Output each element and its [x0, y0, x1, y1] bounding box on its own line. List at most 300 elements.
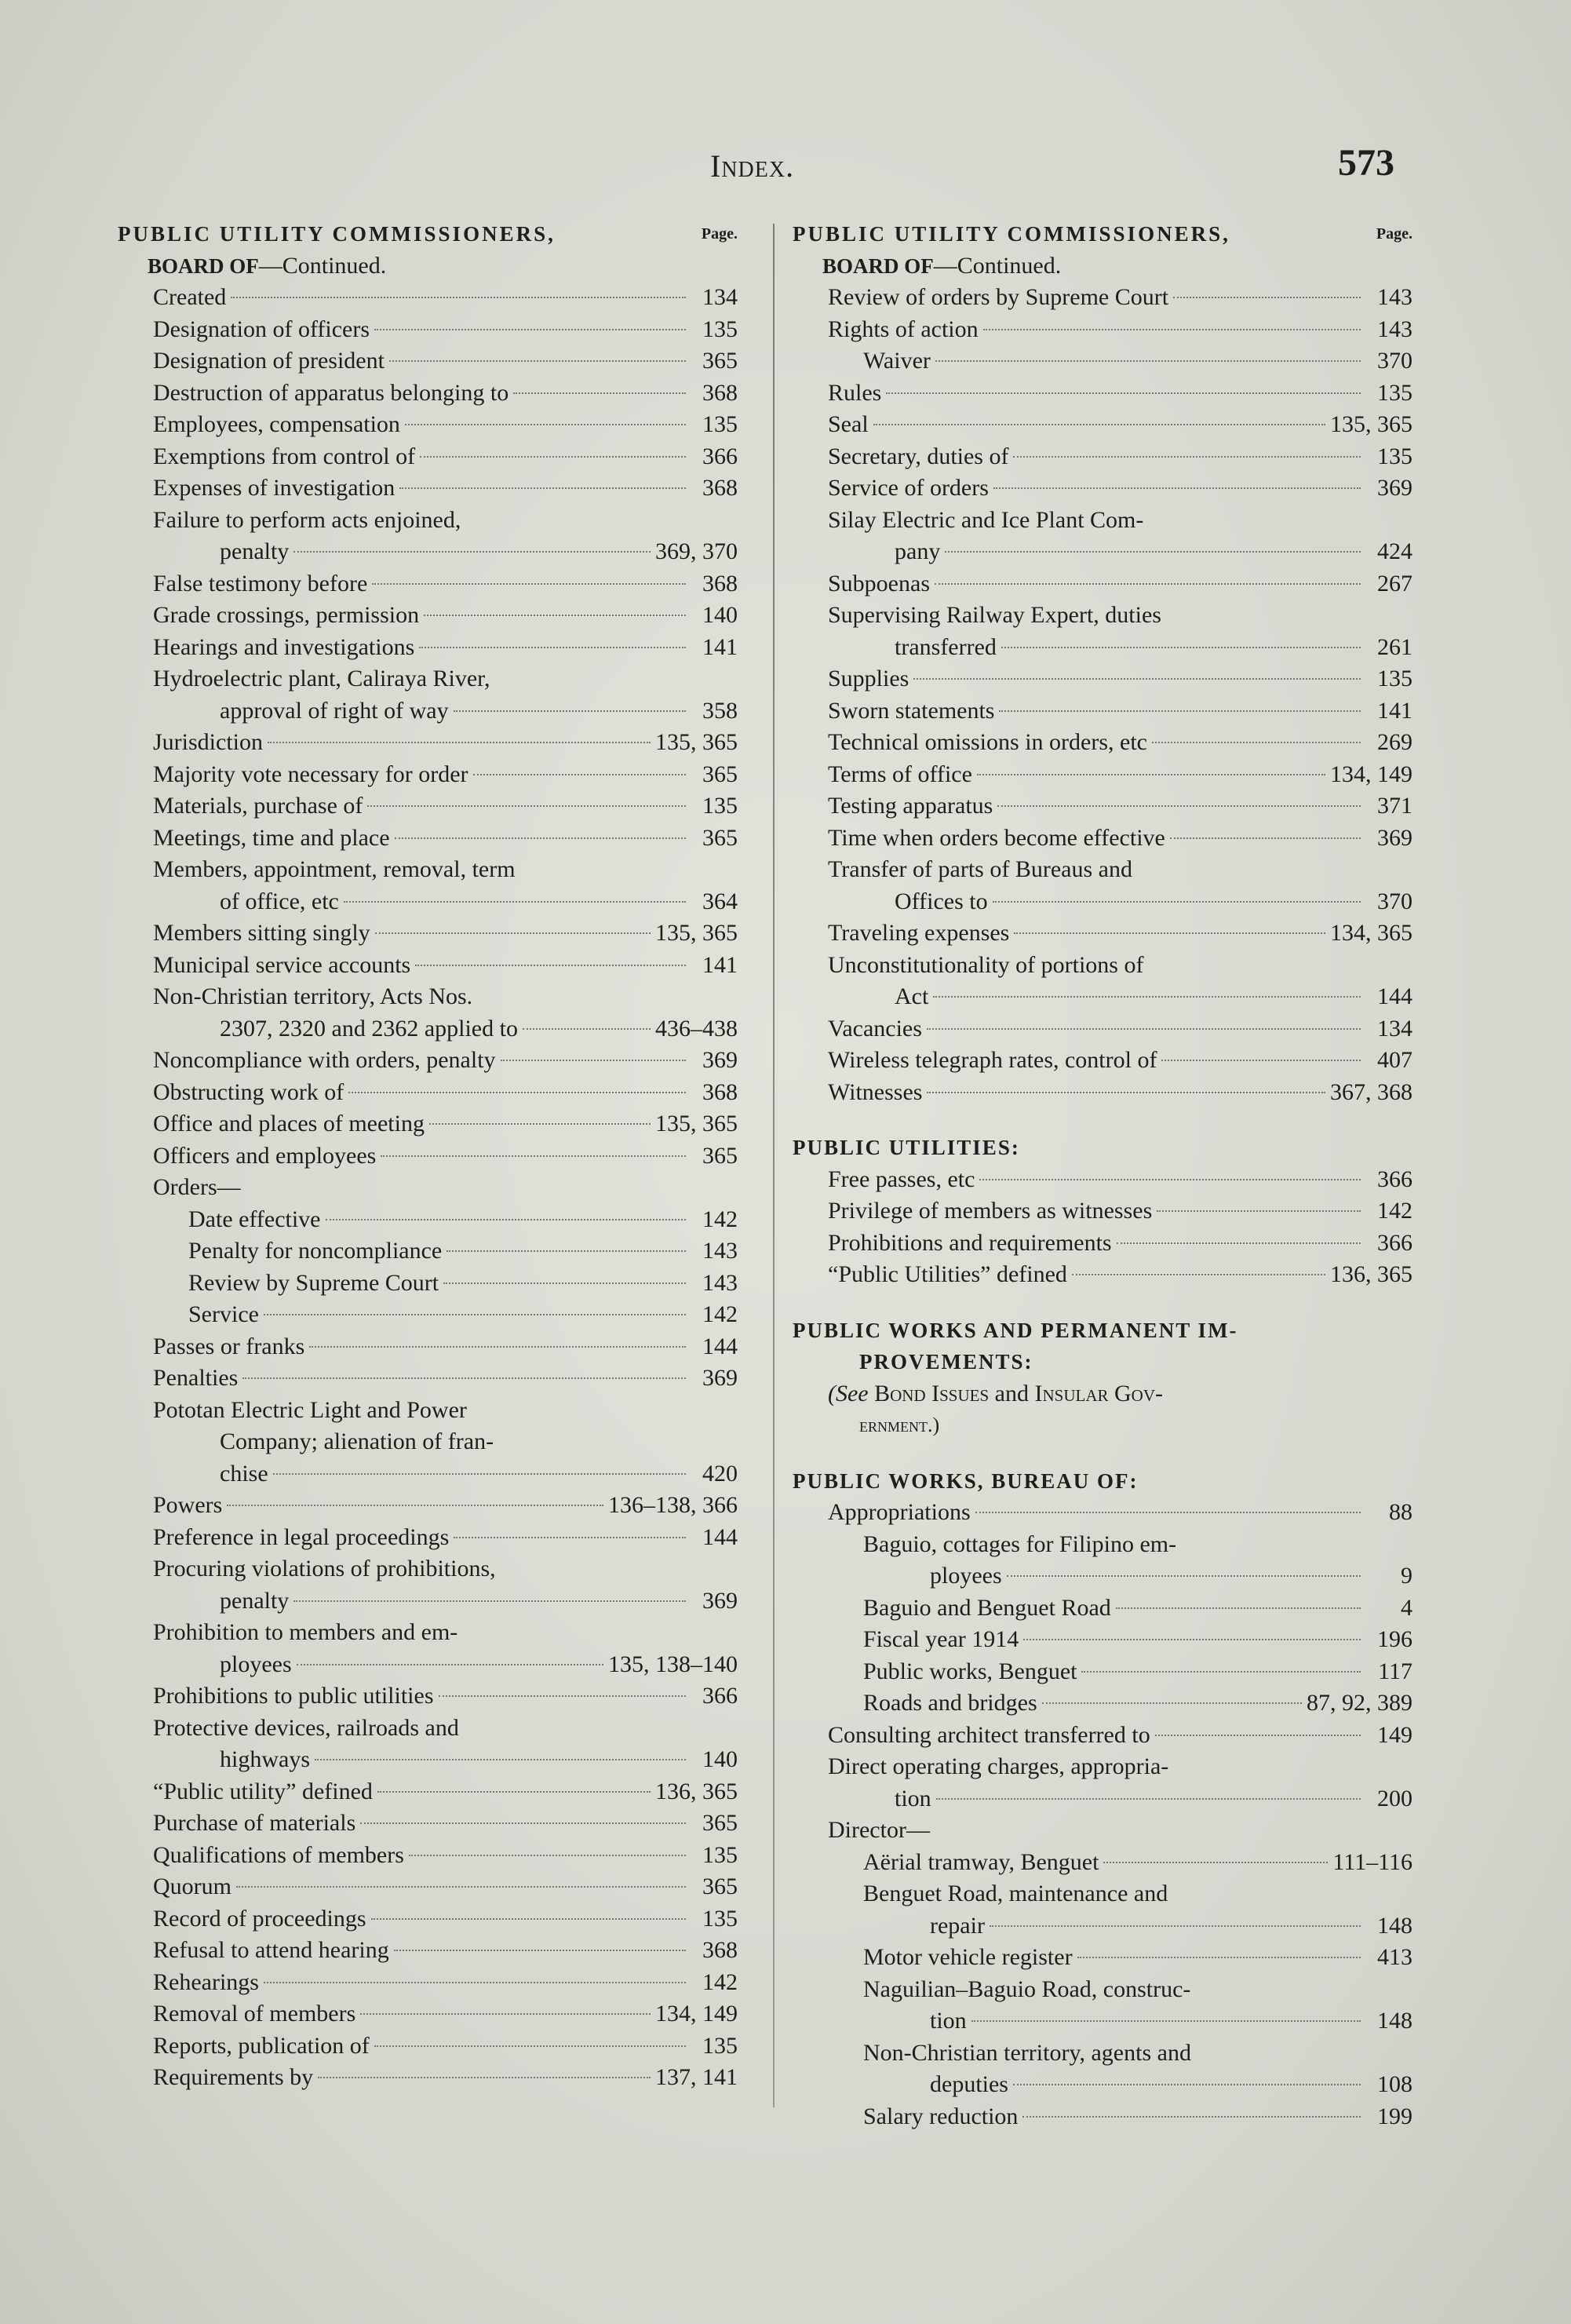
leader-dots: [1013, 2084, 1361, 2085]
index-entry: [793, 1529, 1412, 1561]
entry-page-number: 135, 365: [655, 920, 738, 946]
entry-page-number: 142: [702, 1206, 738, 1232]
leader-dots: [1023, 1639, 1361, 1640]
entry-text: Subpoenas: [828, 570, 930, 597]
entry-text: Review by Supreme Court: [188, 1269, 439, 1296]
entry-text: of office, etc: [220, 888, 339, 914]
entry-page-number: 368: [702, 475, 738, 501]
entry-page-number: 135: [702, 2032, 738, 2059]
index-entry: [118, 1204, 738, 1236]
index-entry: [793, 1077, 1412, 1109]
index-entry: [118, 441, 738, 473]
entry-page-number: 135: [1377, 666, 1412, 691]
entry-page-number: 135, 365: [655, 1111, 738, 1136]
leader-dots: [873, 424, 1325, 425]
entry-text: False testimony before: [153, 570, 368, 597]
leader-dots: [399, 487, 686, 489]
entry-page-number: 369: [702, 1047, 738, 1073]
entry-text: ployees: [220, 1651, 292, 1677]
index-entry: [118, 1585, 738, 1618]
entry-text: Review of orders by Supreme Court: [828, 284, 1169, 310]
left-column: [118, 218, 738, 2094]
entry-text: Terms of office: [828, 761, 972, 787]
column-divider: [773, 224, 775, 2107]
entry-text: Designation of officers: [153, 316, 370, 342]
entry-page-number: 261: [1377, 633, 1412, 660]
leader-dots: [443, 1282, 686, 1284]
index-entry: [118, 1840, 738, 1872]
entry-text: Obstructing work of: [153, 1078, 344, 1105]
entry-page-number: 134, 365: [1330, 920, 1412, 946]
entry-page-number: 141: [702, 951, 738, 978]
entry-page-number: 365: [702, 761, 738, 787]
leader-dots: [420, 456, 686, 458]
entry-text: Penalty for noncompliance: [188, 1238, 443, 1264]
leader-dots: [1022, 2116, 1361, 2118]
entry-text: tion: [930, 2008, 967, 2034]
index-entry: [793, 2101, 1412, 2133]
index-entry: [793, 1751, 1412, 1783]
leader-dots: [1077, 1957, 1361, 1958]
entry-page-number: 269: [1377, 729, 1412, 755]
entry-page-number: 136–138, 366: [608, 1492, 738, 1518]
entry-text: Transfer of parts of Bureaus and: [828, 856, 1132, 882]
entry-text: “Public Utilities” defined: [828, 1261, 1067, 1287]
entry-page-number: 148: [1377, 2008, 1412, 2034]
index-entry: [793, 1624, 1412, 1656]
leader-dots: [309, 1346, 686, 1348]
entry-text: Qualifications of members: [153, 1841, 404, 1868]
entry-text: Motor vehicle register: [863, 1944, 1073, 1970]
index-entry: [793, 1720, 1412, 1752]
leader-dots: [424, 615, 686, 616]
entry-text: Rights of action: [828, 316, 979, 342]
entry-text: Municipal service accounts: [153, 951, 411, 978]
entry-text: Exemptions from control of: [153, 443, 416, 469]
index-entry: [118, 981, 738, 1013]
index-entry: [793, 981, 1412, 1013]
entry-text: Baguio and Benguet Road: [863, 1594, 1111, 1621]
entry-text: Noncompliance with orders, penalty: [153, 1047, 496, 1073]
entry-text: chise: [220, 1460, 268, 1487]
entry-text: Rehearings: [153, 1968, 259, 1995]
index-entry: [793, 378, 1412, 410]
entry-page-number: 135: [702, 316, 738, 342]
entry-text: Salary reduction: [863, 2103, 1019, 2129]
index-entry: [118, 1776, 738, 1808]
entry-text: Fiscal year 1914: [863, 1626, 1019, 1652]
entry-page-number: 369: [1377, 824, 1412, 851]
leader-dots: [371, 1918, 686, 1920]
leader-dots: [945, 551, 1361, 553]
leader-dots: [927, 1028, 1361, 1030]
leader-dots: [381, 1155, 686, 1157]
leader-dots: [501, 1060, 686, 1061]
leader-dots: [1001, 647, 1361, 648]
entry-text: Created: [153, 284, 227, 310]
index-entry: [793, 759, 1412, 791]
leader-dots: [993, 487, 1361, 489]
left-continued: —Continued.: [258, 252, 387, 279]
entry-page-number: 137, 141: [655, 2064, 738, 2090]
entry-page-number: 141: [702, 633, 738, 660]
entry-page-number: 365: [702, 1873, 738, 1899]
leader-dots: [454, 1537, 686, 1538]
entry-page-number: 365: [702, 1810, 738, 1836]
entry-text: Waiver: [863, 348, 931, 374]
leader-dots: [1173, 297, 1361, 298]
leader-dots: [1116, 1607, 1361, 1609]
leader-dots: [394, 1950, 686, 1951]
entry-text: Office and places of meeting: [153, 1111, 425, 1136]
leader-dots: [979, 1179, 1361, 1180]
leader-dots: [1103, 1862, 1328, 1863]
index-entry: [793, 2005, 1412, 2038]
entry-page-number: 135: [702, 1905, 738, 1932]
entry-text: Penalties: [153, 1365, 239, 1391]
leader-dots: [933, 996, 1361, 998]
leader-dots: [268, 742, 651, 743]
entry-page-number: 370: [1377, 888, 1412, 914]
leader-dots: [326, 1219, 686, 1220]
right-entry-list: [793, 282, 1412, 1108]
entry-page-number: 135: [702, 1841, 738, 1868]
index-entry: [118, 1967, 738, 1999]
leader-dots: [473, 774, 686, 775]
entry-page-number: 371: [1377, 793, 1412, 819]
leader-dots: [935, 583, 1361, 585]
entry-text: Reports, publication of: [153, 2032, 370, 2059]
entry-text: Majority vote necessary for order: [153, 761, 468, 787]
leader-dots: [344, 901, 686, 903]
entry-text: Pototan Electric Light and Power: [153, 1396, 467, 1423]
entry-text: Date effective: [188, 1206, 321, 1232]
entry-text: Protective devices, railroads and: [153, 1714, 459, 1741]
leader-dots: [1081, 1671, 1361, 1673]
index-entry: [793, 663, 1412, 695]
index-entry: [118, 568, 738, 600]
index-entry: [793, 409, 1412, 441]
leader-dots: [977, 774, 1325, 775]
entry-page-number: 135: [702, 411, 738, 437]
index-entry: [118, 505, 738, 537]
entry-page-number: 135: [1377, 443, 1412, 469]
leader-dots: [983, 329, 1361, 330]
entry-text: Time when orders become effective: [828, 824, 1165, 851]
entry-text: Appropriations: [828, 1499, 971, 1525]
index-entry: [793, 1974, 1412, 2006]
leader-dots: [360, 1822, 686, 1824]
entry-page-number: 366: [1377, 1229, 1412, 1256]
entry-page-number: 366: [702, 443, 738, 469]
index-entry: [118, 314, 738, 346]
index-entry: [793, 854, 1412, 886]
leader-dots: [935, 360, 1361, 362]
index-entry: [118, 727, 738, 759]
section-bureau-title: PUBLIC WORKS, BUREAU OF:: [793, 1468, 1139, 1493]
entry-page-number: 142: [1377, 1198, 1412, 1224]
index-entry: [118, 1235, 738, 1268]
leader-dots: [293, 1600, 686, 1602]
leader-dots: [374, 329, 686, 330]
entry-text: Seal: [828, 411, 869, 437]
entry-page-number: 367, 368: [1330, 1078, 1412, 1105]
entry-text: Expenses of investigation: [153, 475, 395, 501]
left-heading: [118, 218, 738, 250]
leader-dots: [1013, 456, 1361, 458]
index-entry: [793, 1228, 1412, 1260]
index-entry: [793, 823, 1412, 855]
leader-dots: [242, 1377, 686, 1379]
leader-dots: [419, 647, 686, 648]
index-entry: [118, 1395, 738, 1427]
entry-text: Free passes, etc: [828, 1166, 975, 1192]
leader-dots: [913, 678, 1361, 680]
index-entry: [793, 345, 1412, 378]
entry-text: Offices to: [895, 888, 988, 914]
entry-text: 2307, 2320 and 2362 applied to: [220, 1015, 518, 1042]
index-entry: [118, 1268, 738, 1300]
right-subheading: [793, 250, 1412, 283]
see-prefix: (See: [828, 1380, 875, 1406]
leader-dots: [523, 1028, 651, 1030]
entry-text: Destruction of apparatus belonging to: [153, 379, 509, 406]
index-entry: [118, 886, 738, 918]
entry-text: Wireless telegraph rates, control of: [828, 1047, 1157, 1073]
left-page-label: Page.: [701, 225, 738, 243]
entry-text: Members, appointment, removal, term: [153, 856, 516, 882]
entry-text: Aërial tramway, Benguet: [863, 1848, 1099, 1875]
leader-dots: [993, 901, 1361, 903]
entry-page-number: 87, 92, 389: [1307, 1690, 1412, 1716]
entry-text: Privilege of members as witnesses: [828, 1198, 1153, 1224]
index-entry: [118, 1713, 738, 1745]
index-entry: [118, 918, 738, 950]
entry-page-number: 141: [1377, 697, 1412, 724]
index-entry: [793, 282, 1412, 314]
entry-text: Refusal to attend hearing: [153, 1937, 389, 1963]
entry-page-number: 134: [702, 284, 738, 310]
entry-page-number: 436–438: [655, 1015, 738, 1042]
leader-dots: [513, 392, 686, 394]
index-entry: [793, 1942, 1412, 1974]
index-entry: [118, 823, 738, 855]
index-entry: [793, 1687, 1412, 1720]
entry-page-number: 368: [702, 1078, 738, 1105]
left-subheading-text: BOARD OF: [148, 254, 259, 278]
index-entry: [118, 1299, 738, 1331]
entry-page-number: 135: [702, 793, 738, 819]
entry-text: Removal of members: [153, 2001, 356, 2027]
entry-page-number: 136, 365: [1330, 1261, 1412, 1287]
index-entry: [118, 854, 738, 886]
entry-page-number: 108: [1377, 2071, 1412, 2097]
leader-dots: [415, 965, 686, 966]
leader-dots: [927, 1092, 1325, 1093]
entry-text: highways: [220, 1746, 310, 1772]
index-entry: [793, 632, 1412, 664]
entry-text: Public works, Benguet: [863, 1658, 1077, 1684]
running-head: [0, 141, 1571, 196]
entry-text: Jurisdiction: [153, 729, 263, 755]
index-entry: [793, 918, 1412, 950]
index-entry: [118, 632, 738, 664]
entry-text: Consulting architect transferred to: [828, 1721, 1150, 1748]
entry-text: Unconstitutionality of portions of: [828, 951, 1144, 978]
entry-text: Record of proceedings: [153, 1905, 366, 1932]
index-entry: [793, 1045, 1412, 1077]
index-entry: [118, 663, 738, 695]
entry-text: Company; alienation of fran-: [220, 1428, 494, 1454]
entry-text: Prohibitions and requirements: [828, 1229, 1112, 1256]
entry-text: Prohibitions to public utilities: [153, 1683, 434, 1709]
leader-dots: [293, 551, 651, 553]
entry-page-number: 144: [702, 1333, 738, 1359]
entry-text: Powers: [153, 1492, 223, 1518]
leader-dots: [377, 1791, 651, 1793]
entry-page-number: 407: [1377, 1047, 1412, 1073]
entry-page-number: 149: [1377, 1721, 1412, 1748]
entry-text: Vacancies: [828, 1015, 922, 1042]
section-public-works-title: PUBLIC WORKS AND PERMANENT IM-: [793, 1318, 1238, 1342]
entry-text: Passes or franks: [153, 1333, 305, 1359]
index-entry: [118, 759, 738, 791]
entry-page-number: 365: [702, 824, 738, 851]
index-entry: [793, 314, 1412, 346]
entry-text: approval of right of way: [220, 697, 449, 724]
entry-page-number: 366: [702, 1683, 738, 1709]
index-entry: [118, 409, 738, 441]
entry-text: Roads and bridges: [863, 1690, 1037, 1716]
entry-text: Members sitting singly: [153, 920, 370, 946]
entry-text: Direct operating charges, appropria-: [828, 1753, 1169, 1779]
entry-page-number: 134, 149: [655, 2001, 738, 2027]
entry-text: Service of orders: [828, 475, 989, 501]
bureau-entry-list: [793, 1497, 1412, 2132]
entry-page-number: 134: [1377, 1015, 1412, 1042]
entry-page-number: 135, 365: [1330, 411, 1412, 437]
leader-dots: [374, 2045, 686, 2047]
leader-dots: [975, 1512, 1361, 1513]
entry-page-number: 143: [1377, 284, 1412, 310]
leader-dots: [886, 392, 1361, 394]
leader-dots: [318, 2077, 651, 2078]
index-entry: [118, 1172, 738, 1204]
entry-text: Quorum: [153, 1873, 231, 1899]
leader-dots: [1014, 932, 1325, 934]
index-entry: [118, 1808, 738, 1840]
index-entry: [793, 1847, 1412, 1879]
entry-text: repair: [930, 1912, 985, 1939]
entry-page-number: 148: [1377, 1912, 1412, 1939]
index-entry: [118, 1458, 738, 1490]
right-heading: [793, 218, 1412, 250]
index-entry: [793, 1259, 1412, 1291]
see-ref-insular-government: Insular Gov-: [1034, 1380, 1163, 1406]
entry-text: Materials, purchase of: [153, 793, 363, 819]
leader-dots: [395, 837, 686, 839]
index-entry: [118, 536, 738, 568]
entry-text: Naguilian–Baguio Road, construc-: [863, 1976, 1191, 2002]
see-and: and: [989, 1380, 1035, 1406]
leader-dots: [405, 424, 686, 425]
index-entry: [118, 950, 738, 982]
index-entry: [793, 1195, 1412, 1228]
entry-page-number: 4: [1401, 1594, 1412, 1621]
leader-dots: [936, 1798, 1361, 1800]
spacer: [793, 1108, 1412, 1132]
index-entry: [118, 1680, 738, 1713]
entry-text: Benguet Road, maintenance and: [863, 1881, 1168, 1906]
index-entry: [793, 950, 1412, 982]
leader-dots: [971, 2020, 1361, 2022]
entry-page-number: 142: [702, 1301, 738, 1327]
entry-page-number: 368: [702, 1937, 738, 1963]
entry-page-number: 413: [1377, 1944, 1412, 1970]
entry-page-number: 143: [702, 1269, 738, 1296]
index-entry: [793, 1593, 1412, 1625]
entry-text: tion: [895, 1785, 931, 1811]
entry-text: Requirements by: [153, 2064, 314, 2090]
entry-page-number: 424: [1377, 538, 1412, 564]
entry-page-number: 140: [702, 602, 738, 628]
entry-text: Service: [188, 1301, 259, 1327]
leader-dots: [389, 360, 686, 362]
index-entry: [793, 727, 1412, 759]
index-entry: [118, 1045, 738, 1077]
left-entry-list: [118, 282, 738, 2094]
entry-text: Technical omissions in orders, etc: [828, 729, 1147, 755]
index-entry: [118, 1426, 738, 1458]
entry-page-number: 369: [702, 1587, 738, 1614]
entry-text: Supplies: [828, 666, 909, 691]
index-entry: [118, 1649, 738, 1681]
index-entry: [118, 1871, 738, 1903]
entry-page-number: 117: [1378, 1658, 1412, 1684]
leader-dots: [454, 710, 686, 712]
index-entry: [118, 790, 738, 823]
section-public-utilities-title: PUBLIC UTILITIES:: [793, 1136, 1020, 1159]
entry-page-number: 199: [1377, 2103, 1412, 2129]
right-heading-text: PUBLIC UTILITY COMMISSIONERS,: [793, 222, 1230, 246]
entry-page-number: 370: [1377, 348, 1412, 374]
index-entry: [118, 2030, 738, 2063]
entry-page-number: 267: [1377, 570, 1412, 597]
spacer: [793, 1291, 1412, 1315]
entry-text: Supervising Railway Expert, duties: [828, 602, 1161, 628]
leader-dots: [1161, 1060, 1361, 1061]
entry-page-number: 142: [702, 1968, 738, 1995]
entry-page-number: 143: [1377, 316, 1412, 342]
entry-page-number: 134, 149: [1330, 761, 1412, 787]
entry-text: Grade crossings, permission: [153, 602, 420, 628]
index-entry: [118, 1013, 738, 1045]
entry-text: Purchase of materials: [153, 1810, 356, 1836]
leader-dots: [273, 1473, 686, 1475]
section-public-works-title-cont: PROVEMENTS:: [859, 1350, 1033, 1374]
leader-dots: [348, 1092, 686, 1093]
entry-text: pany: [895, 538, 941, 564]
leader-dots: [447, 1250, 686, 1252]
entry-text: Preference in legal proceedings: [153, 1523, 450, 1550]
entry-text: Orders—: [153, 1174, 241, 1200]
entry-page-number: 144: [702, 1523, 738, 1550]
entry-text: Employees, compensation: [153, 411, 400, 437]
entry-text: Traveling expenses: [828, 920, 1010, 946]
index-entry: [118, 1998, 738, 2030]
page-title: Index.: [710, 148, 795, 184]
leader-dots: [231, 297, 686, 298]
